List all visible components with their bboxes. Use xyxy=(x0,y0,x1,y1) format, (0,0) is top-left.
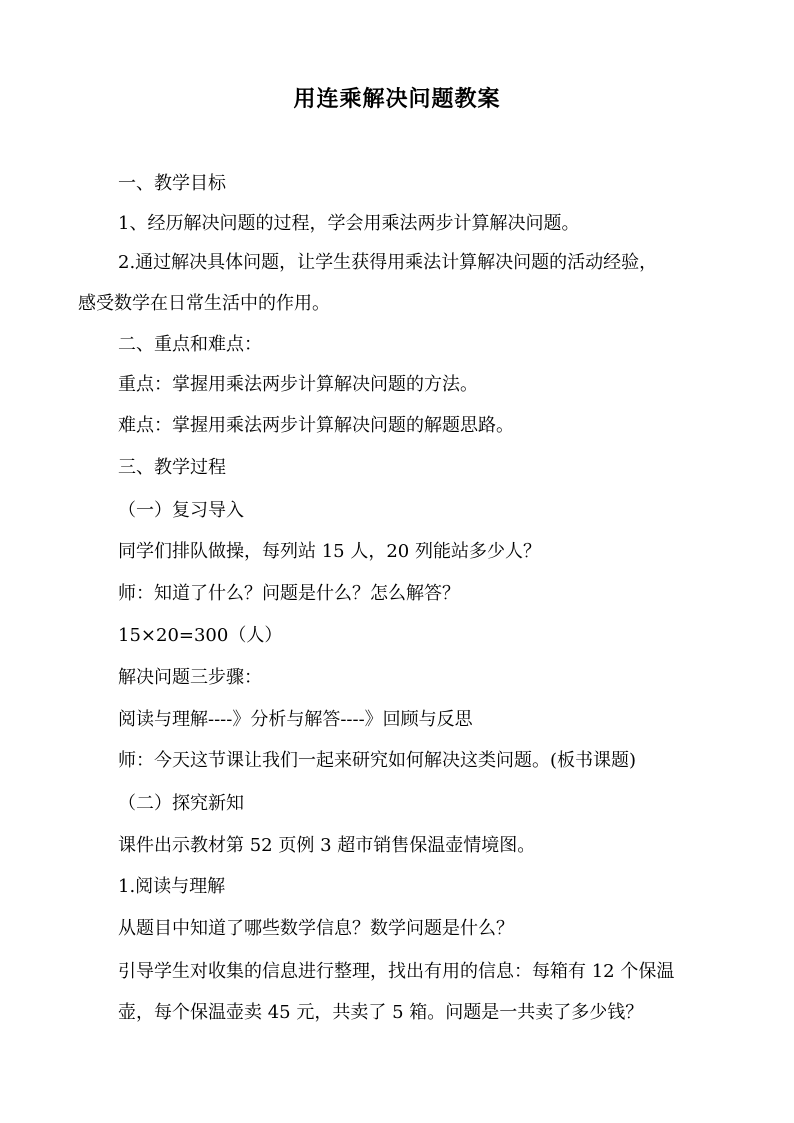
three-steps-label: 解决问题三步骤： xyxy=(118,667,262,688)
objective-2-line-1: 2.通过解决具体问题，让学生获得用乘法计算解决问题的活动经验， xyxy=(118,252,658,273)
objective-2-line-2: 感受数学在日常生活中的作用。 xyxy=(78,293,330,314)
subsection-review: （一）复习导入 xyxy=(118,500,244,521)
section-heading-objectives: 一、教学目标 xyxy=(118,173,226,194)
section-heading-process: 三、教学过程 xyxy=(118,457,226,478)
section-heading-key-points: 二、重点和难点： xyxy=(118,334,262,355)
page-title: 用连乘解决问题教案 xyxy=(293,86,501,112)
review-equation: 15×20=300（人） xyxy=(118,625,283,646)
subsection-explore: （二）探究新知 xyxy=(118,793,244,814)
three-steps-flow: 阅读与理解----》分析与解答----》回顾与反思 xyxy=(118,709,473,730)
guide-line-1: 引导学生对收集的信息进行整理，找出有用的信息：每箱有 12 个保温 xyxy=(118,961,675,982)
guide-line-2: 壶，每个保温壶卖 45 元，共卖了 5 箱。问题是一共卖了多少钱？ xyxy=(118,1002,644,1023)
teacher-prompt-2: 师：今天这节课让我们一起来研究如何解决这类问题。(板书课题) xyxy=(118,750,637,771)
key-point: 重点：掌握用乘法两步计算解决问题的方法。 xyxy=(118,374,478,395)
teacher-prompt-1: 师：知道了什么？问题是什么？怎么解答？ xyxy=(118,583,460,604)
step-read-understand: 1.阅读与理解 xyxy=(118,876,226,897)
info-question: 从题目中知道了哪些数学信息？数学问题是什么？ xyxy=(118,918,514,939)
difficult-point: 难点：掌握用乘法两步计算解决问题的解题思路。 xyxy=(118,415,514,436)
review-question: 同学们排队做操，每列站 15 人，20 列能站多少人？ xyxy=(118,541,541,562)
courseware-note: 课件出示教材第 52 页例 3 超市销售保温壶情境图。 xyxy=(118,835,536,856)
objective-1: 1、经历解决问题的过程，学会用乘法两步计算解决问题。 xyxy=(118,213,580,234)
